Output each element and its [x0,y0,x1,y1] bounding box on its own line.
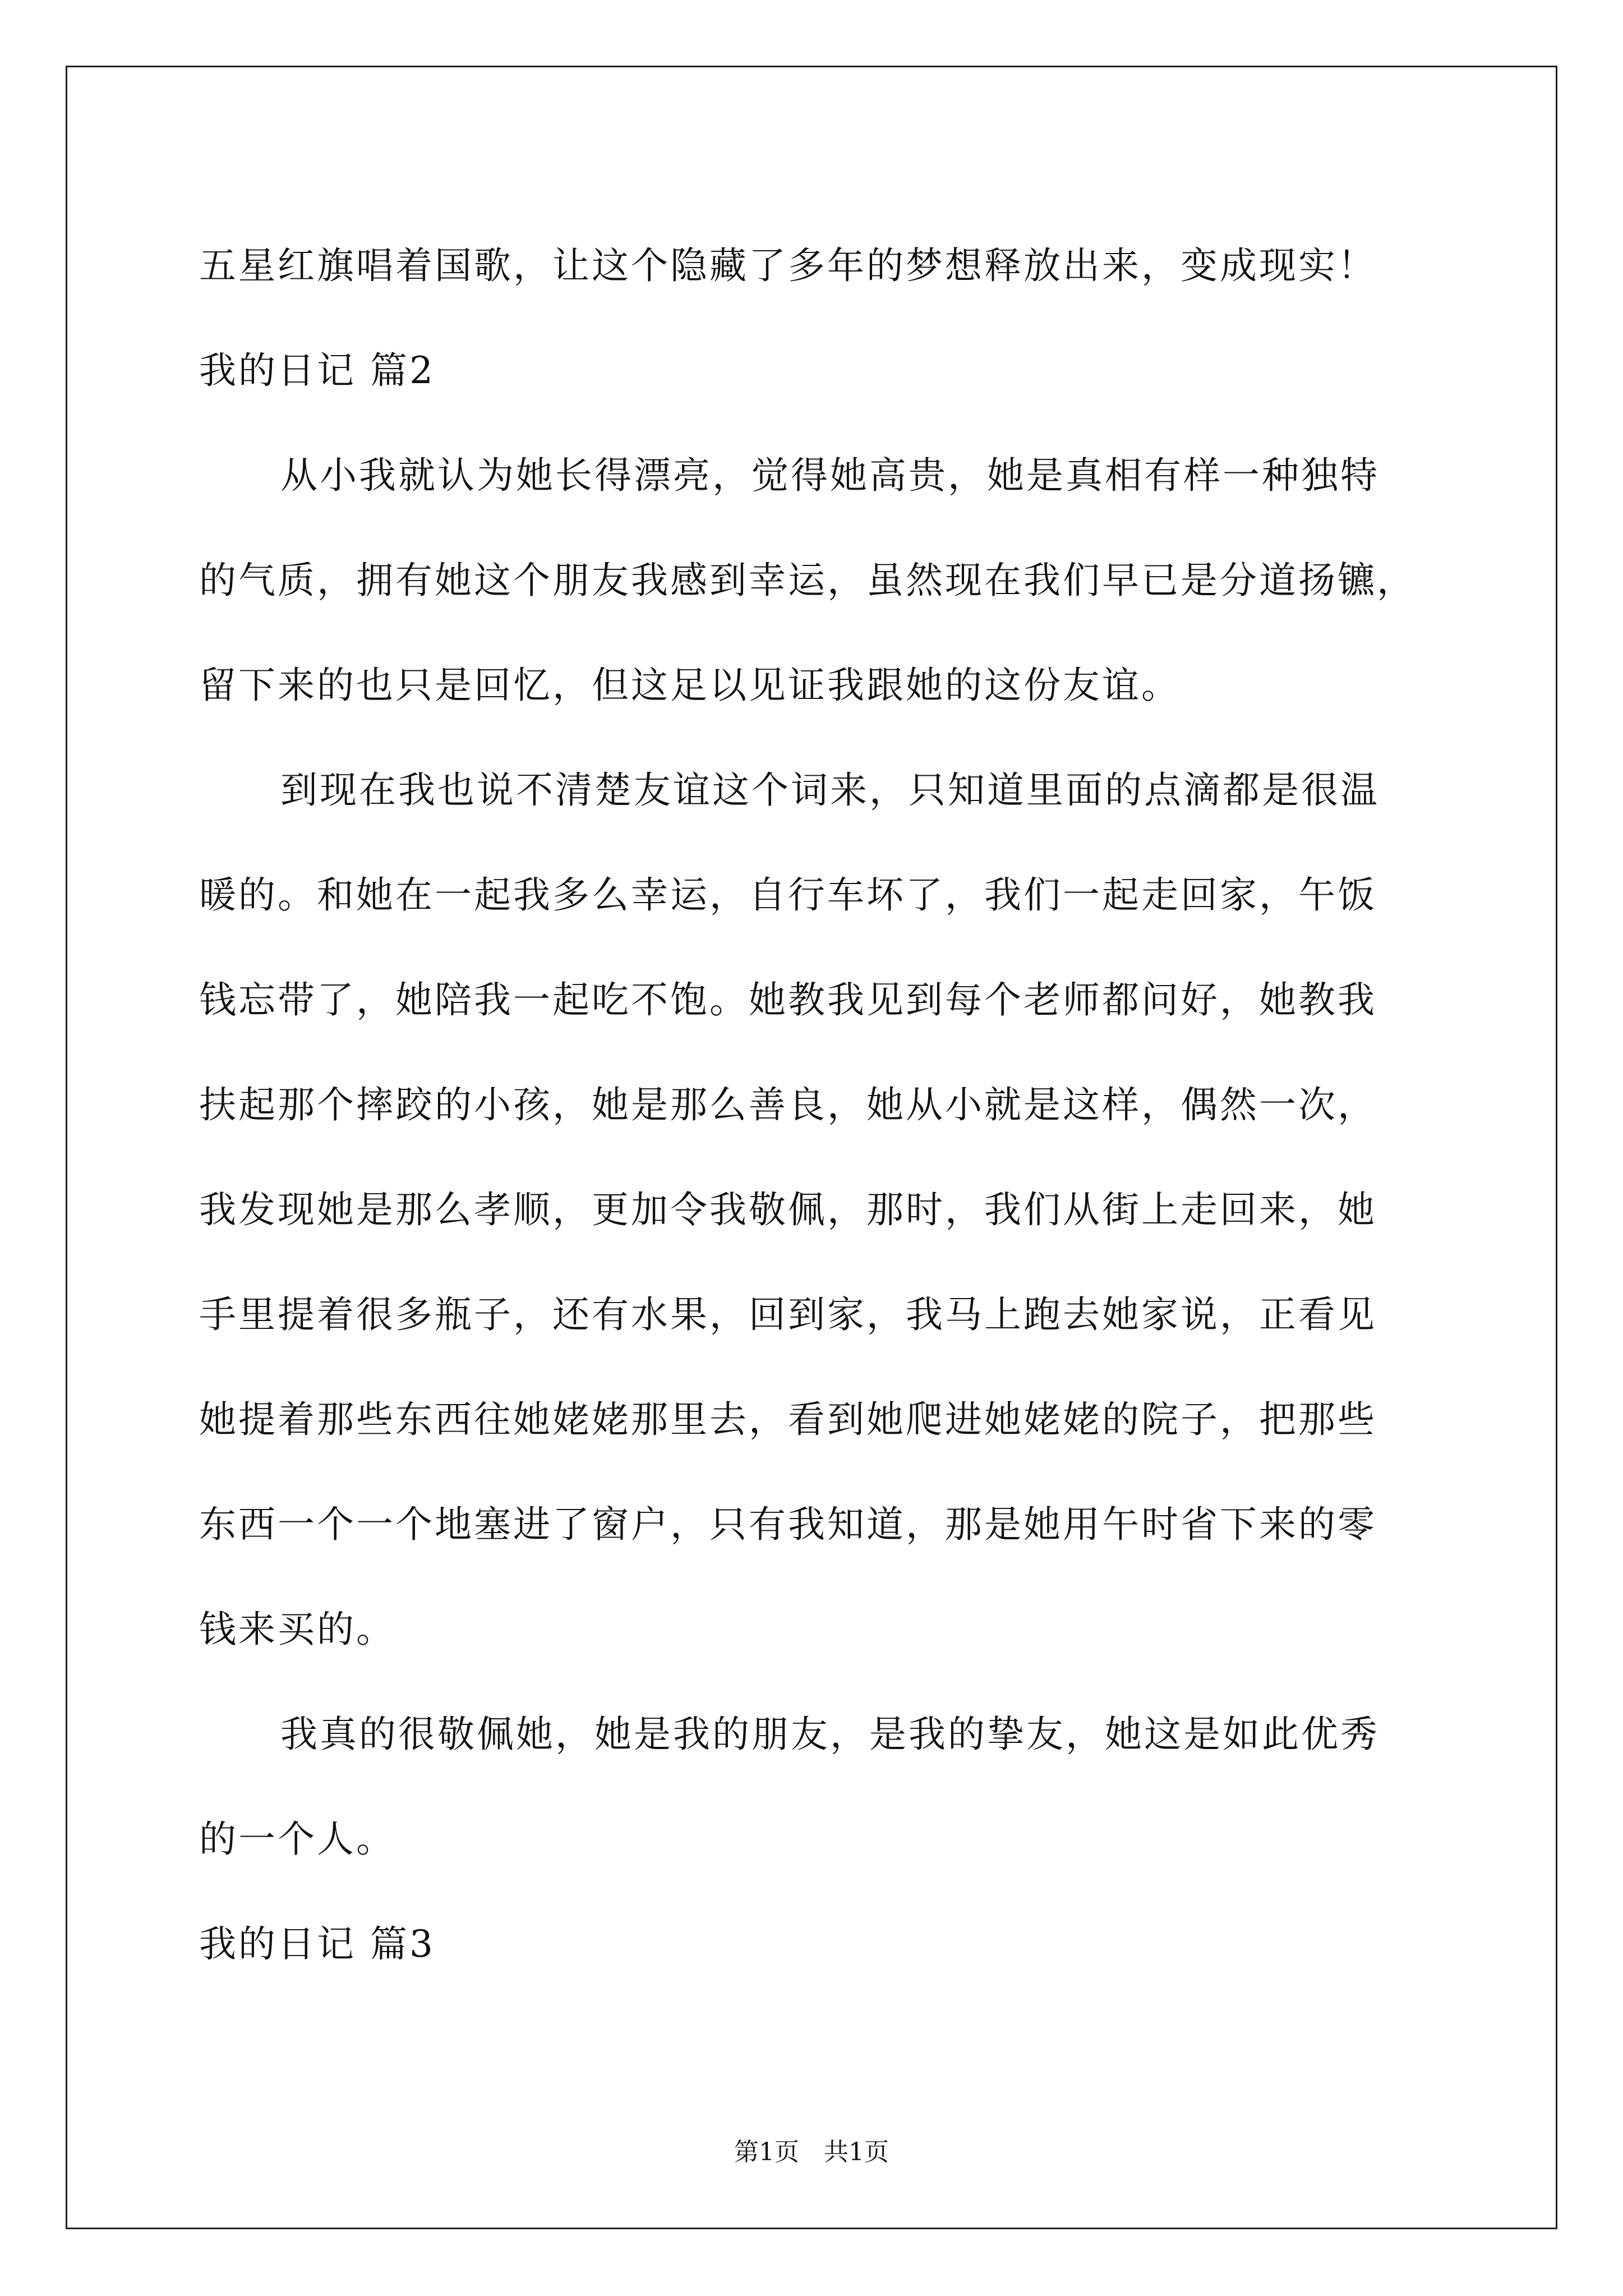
text-line: 我发现她是那么孝顺，更加令我敬佩，那时，我们从街上走回来，她 [199,1188,1377,1231]
text-line: 扶起那个摔跤的小孩，她是那么善良，她从小就是这样，偶然一次， [199,1083,1377,1126]
text-line: 的气质，拥有她这个朋友我感到幸运，虽然现在我们早已是分道扬镳， [199,559,1416,602]
paragraph-start: 我真的很敬佩她，她是我的朋友，是我的挚友，她这是如此优秀 [280,1713,1380,1756]
section-heading: 我的日记 篇2 [199,349,435,392]
document-body [199,213,1438,1996]
text-line: 留下来的也只是回忆，但这足以见证我跟她的这份友谊。 [199,664,1181,707]
text-line: 手里提着很多瓶子，还有水果，回到家，我马上跑去她家说，正看见 [199,1293,1377,1336]
text-line: 的一个人。 [199,1818,395,1861]
text-line: 钱来买的。 [199,1608,395,1651]
text-line: 五星红旗唱着国歌，让这个隐藏了多年的梦想释放出来，变成现实！ [199,244,1377,287]
text-line: 东西一个一个地塞进了窗户，只有我知道，那是她用午时省下来的零 [199,1503,1377,1546]
page-number: 第1页 共1页 [734,2138,889,2166]
text-line: 她提着那些东西往她姥姥那里去，看到她爬进她姥姥的院子，把那些 [199,1398,1377,1441]
section-heading: 我的日记 篇3 [199,1922,435,1966]
text-line: 钱忘带了，她陪我一起吃不饱。她教我见到每个老师都问好，她教我 [199,978,1377,1022]
paragraph-start: 到现在我也说不清楚友谊这个词来，只知道里面的点滴都是很温 [280,769,1380,812]
text-line: 暖的。和她在一起我多么幸运，自行车坏了，我们一起走回家，午饭 [199,873,1377,917]
paragraph-start: 从小我就认为她长得漂亮，觉得她高贵，她是真相有样一种独特 [280,454,1380,497]
